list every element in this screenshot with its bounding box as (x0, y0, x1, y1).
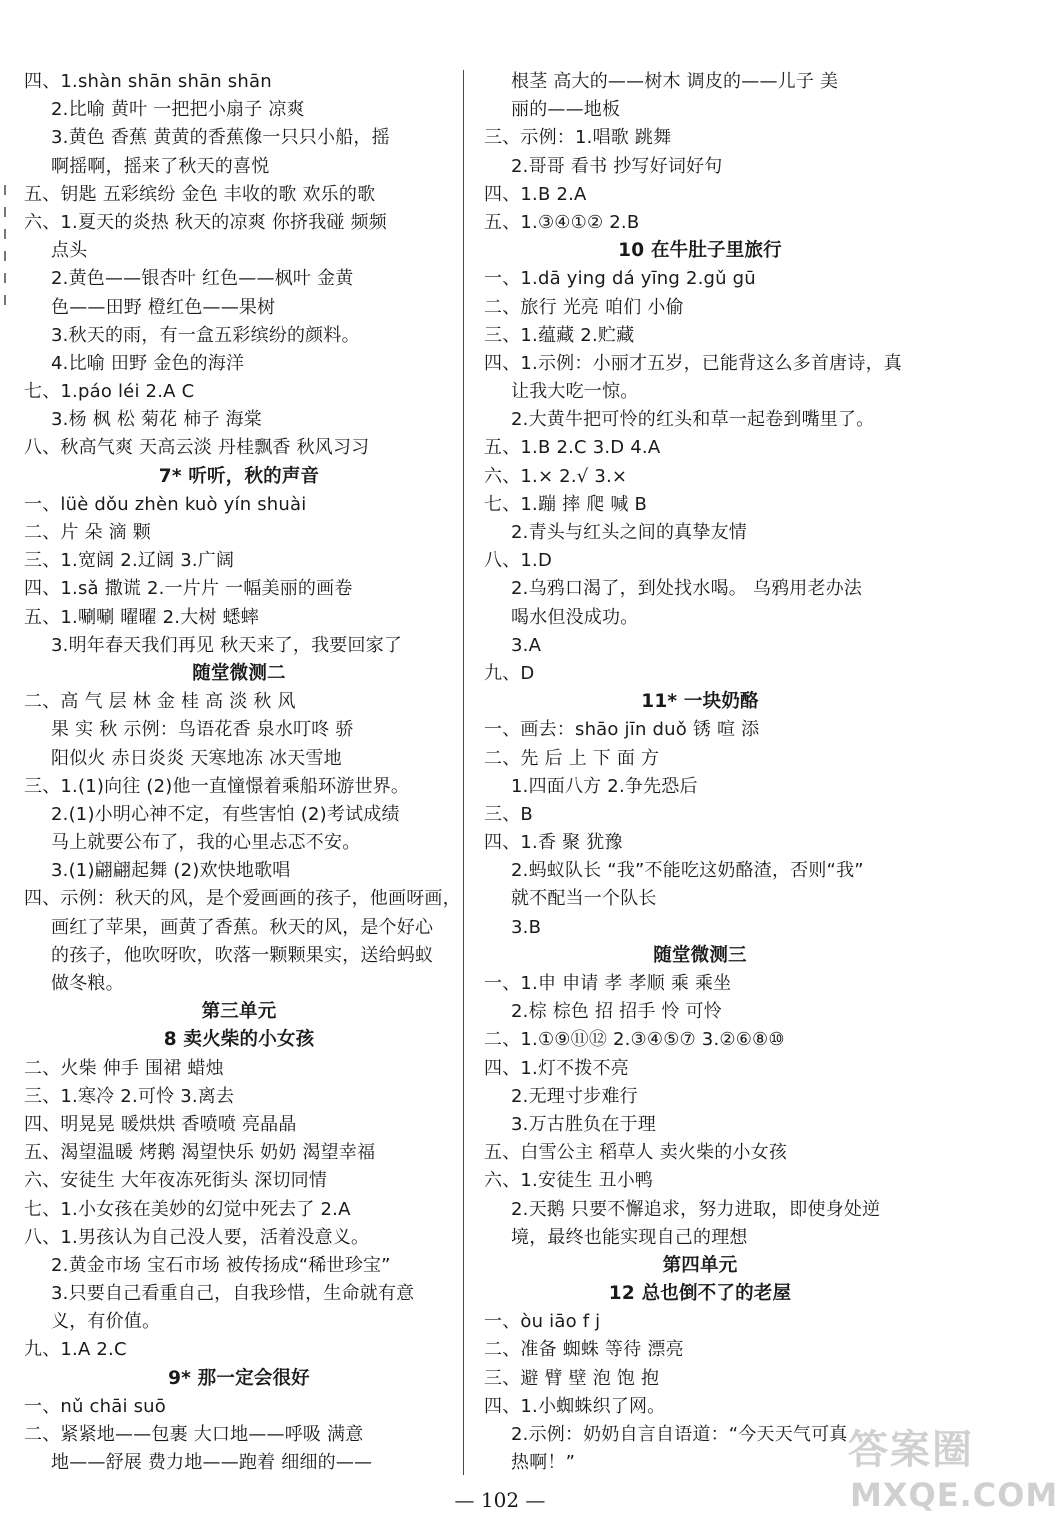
answer-line: 二、高 气 层 林 金 桂 高 淡 秋 风 (24, 691, 296, 713)
answer-line: 四、1.小蜘蛛织了网。 (484, 1395, 666, 1417)
answer-line: 一、1.申 申请 孝 孝顺 乘 乘坐 (484, 973, 732, 994)
left-margin-marks (4, 185, 7, 325)
answer-line: 马上就要公布了，我的心里忐忑不安。 (51, 832, 361, 854)
answer-line: 4.比喻 田野 金色的海洋 (51, 352, 245, 374)
answer-line: 四、1.B 2.A (484, 183, 587, 205)
answer-line: 3.杨 枫 松 菊花 柿子 海棠 (51, 409, 262, 431)
answer-line: 啊摇啊，摇来了秋天的喜悦 (51, 155, 270, 177)
answer-line: 八、1.男孩认为自己没人要，活着没意义。 (24, 1226, 370, 1248)
answer-line: 画红了苹果，画黄了香蕉。秋天的风，是个好心 (51, 916, 434, 938)
answer-line: 一、nǔ chāi suō (24, 1395, 166, 1417)
answer-line: 3.黄色 香蕉 黄黄的香蕉像一只只小船，摇 (51, 127, 390, 149)
answer-line: 三、避 臂 壁 泡 饱 抱 (484, 1367, 660, 1389)
answer-line: 三、1.(1)向往 (2)他一直憧憬着乘船环游世界。 (24, 775, 410, 797)
watermark-chars: 答案圈 (848, 1427, 974, 1473)
answer-line: 根茎 高大的——树木 调皮的——儿子 美 (511, 71, 839, 92)
answer-line: 一、画去：shāo jīn duǒ 锈 喧 添 (484, 719, 760, 741)
watermark-url: MXQE.COM (850, 1476, 1058, 1514)
answer-line: 四、1.shàn shān shān shān (24, 71, 272, 92)
answer-line: 3.B (511, 916, 542, 938)
answer-line: 四、1.灯不拨不亮 (484, 1057, 629, 1079)
answer-line: 2.示例：奶奶自言自语道：“今天天气可真 (511, 1424, 848, 1445)
answer-line: 四、1.示例：小丽才五岁，已能背这么多首唐诗，真 (484, 352, 902, 374)
answer-line: 四、1.sǎ 撒谎 2.一片片 一幅美丽的画卷 (24, 578, 353, 600)
answer-line: 喝水但没成功。 (511, 606, 639, 628)
answer-line: 七、1.蹦 摔 爬 喊 B (484, 493, 648, 515)
answer-line: 2.(1)小明心神不定，有些害怕 (2)考试成绩 (51, 803, 400, 825)
answer-line: 丽的——地板 (511, 99, 621, 121)
section-heading: 随堂微测二 (192, 662, 286, 684)
answer-line: 2.乌鸦口渴了，到处找水喝。 乌鸦用老办法 (511, 578, 863, 600)
section-heading: 第三单元 (201, 1001, 277, 1023)
answer-line: 二、片 朵 滴 颗 (24, 522, 151, 543)
answer-line: 一、lüè dǒu zhèn kuò yín shuài (24, 493, 307, 515)
answer-line: 六、1.× 2.√ 3.× (484, 465, 628, 487)
answer-line: 境，最终也能实现自己的理想 (511, 1226, 748, 1248)
answer-line: 一、1.dā ying dá yīng 2.gǔ gū (484, 268, 756, 290)
answer-line: 3.万古胜负在于理 (511, 1113, 656, 1135)
answer-line: 2.黄色——银杏叶 红色——枫叶 金黄 (51, 268, 354, 290)
answer-line: 五、钥匙 五彩缤纷 金色 丰收的歌 欢乐的歌 (24, 183, 376, 205)
section-heading: 11* 一块奶酪 (641, 691, 759, 713)
answer-line: 五、渴望温暖 烤鹅 渴望快乐 奶奶 渴望幸福 (24, 1142, 376, 1164)
watermark-logo (848, 1418, 1058, 1533)
answer-line: 三、1.宽阔 2.辽阔 3.广阔 (24, 550, 235, 572)
answer-line: 义，有价值。 (51, 1311, 161, 1333)
answer-line: 五、1.③④①② 2.B (484, 211, 640, 233)
column-divider (463, 70, 464, 1475)
answer-line: 2.天鹅 只要不懈追求，努力进取，即使身处逆 (511, 1198, 881, 1220)
left-column (24, 68, 461, 1477)
answer-line: 的孩子，他吹呀吹，吹落一颗颗果实，送给蚂蚁 (51, 944, 434, 966)
answer-line: 2.棕 棕色 招 招手 怜 可怜 (511, 1001, 722, 1023)
answer-line: 3.A (511, 634, 542, 656)
answer-line: 色——田野 橙红色——果树 (51, 296, 276, 318)
section-heading: 12 总也倒不了的老屋 (608, 1283, 792, 1305)
answer-line: 二、火柴 伸手 围裙 蜡烛 (24, 1057, 224, 1079)
answer-line: 九、1.A 2.C (24, 1339, 127, 1361)
section-heading: 8 卖火柴的小女孩 (163, 1029, 315, 1051)
answer-line: 2.无理寸步难行 (511, 1085, 638, 1107)
answer-line: 一、òu iāo f j (484, 1311, 601, 1333)
answer-line: 热啊！” (511, 1452, 576, 1474)
answer-line: 3.只要自己看重自己，自我珍惜，生命就有意 (51, 1283, 415, 1305)
answer-line: 三、B (484, 803, 533, 825)
answer-line: 七、1.小女孩在美妙的幻觉中死去了 2.A (24, 1198, 351, 1220)
answer-line: 七、1.páo léi 2.A C (24, 381, 195, 403)
answer-line: 二、1.①⑨⑪⑫ 2.③④⑤⑦ 3.②⑥⑧⑩ (484, 1029, 785, 1051)
answer-line: 五、1.B 2.C 3.D 4.A (484, 437, 661, 459)
answer-line: 3.明年春天我们再见 秋天来了，我要回家了 (51, 634, 403, 656)
answer-line: 六、安徒生 大年夜冻死街头 深切同情 (24, 1170, 328, 1192)
answer-line: 果 实 秋 示例：鸟语花香 泉水叮咚 骄 (51, 719, 354, 741)
answer-line: 2.蚂蚁队长 “我”不能吃这奶酪渣，否则“我” (511, 860, 864, 882)
page-number: — 102 — (454, 1488, 546, 1512)
answer-line: 2.大黄牛把可怜的红头和草一起卷到嘴里了。 (511, 409, 875, 431)
answer-line: 3.秋天的雨，有一盒五彩缤纷的颜料。 (51, 324, 360, 346)
answer-line: 三、1.蕴藏 2.贮藏 (484, 324, 635, 346)
answer-line: 四、1.香 聚 犹豫 (484, 832, 623, 854)
answer-line: 四、示例：秋天的风，是个爱画画的孩子，他画呀画， (24, 888, 461, 910)
answer-line: 二、准备 蜘蛛 等待 漂亮 (484, 1339, 684, 1361)
answer-line: 二、先 后 上 下 面 方 (484, 747, 660, 769)
answer-line: 让我大吃一惊。 (511, 381, 639, 403)
right-column (484, 68, 916, 1477)
answer-line: 做冬粮。 (51, 973, 124, 994)
section-heading: 9* 那一定会很好 (168, 1367, 310, 1389)
answer-line: 就不配当一个队长 (511, 888, 657, 910)
answer-line: 四、明晃晃 暖烘烘 香喷喷 亮晶晶 (24, 1113, 297, 1135)
section-heading: 随堂微测三 (653, 944, 747, 966)
section-heading: 7* 听听，秋的声音 (158, 465, 320, 487)
answer-line: 六、1.夏天的炎热 秋天的凉爽 你挤我碰 频频 (24, 211, 387, 233)
answer-line: 点头 (51, 240, 88, 262)
answer-line: 二、旅行 光亮 咱们 小偷 (484, 296, 684, 318)
answer-line: 1.四面八方 2.争先恐后 (511, 775, 698, 797)
answer-line: 二、紧紧地——包裹 大口地——呼吸 满意 (24, 1424, 364, 1445)
answer-line: 八、秋高气爽 天高云淡 丹桂飘香 秋风习习 (24, 437, 370, 459)
answer-line: 三、示例：1.唱歌 跳舞 (484, 127, 672, 149)
answer-line: 三、1.寒冷 2.可怜 3.离去 (24, 1085, 235, 1107)
answer-line: 九、D (484, 662, 535, 684)
section-heading: 第四单元 (662, 1254, 738, 1276)
answer-line: 2.青头与红头之间的真挚友情 (511, 522, 747, 543)
answer-line: 八、1.D (484, 550, 553, 572)
answer-line: 地——舒展 费力地——跑着 细细的—— (51, 1452, 373, 1474)
answer-line: 阳似火 赤日炎炎 天寒地冻 冰天雪地 (51, 747, 342, 769)
answer-line: 3.(1)翩翩起舞 (2)欢快地歌唱 (51, 860, 291, 882)
answer-line: 五、1.唰唰 曜曜 2.大树 蟋蟀 (24, 606, 259, 628)
answer-line: 2.黄金市场 宝石市场 被传扬成“稀世珍宝” (51, 1254, 391, 1276)
answer-line: 2.比喻 黄叶 一把把小扇子 凉爽 (51, 99, 305, 121)
answer-line: 六、1.安徒生 丑小鸭 (484, 1170, 654, 1192)
answer-line: 五、白雪公主 稻草人 卖火柴的小女孩 (484, 1142, 788, 1164)
answer-line: 2.哥哥 看书 抄写好词好句 (511, 155, 723, 177)
section-heading: 10 在牛肚子里旅行 (618, 240, 782, 262)
